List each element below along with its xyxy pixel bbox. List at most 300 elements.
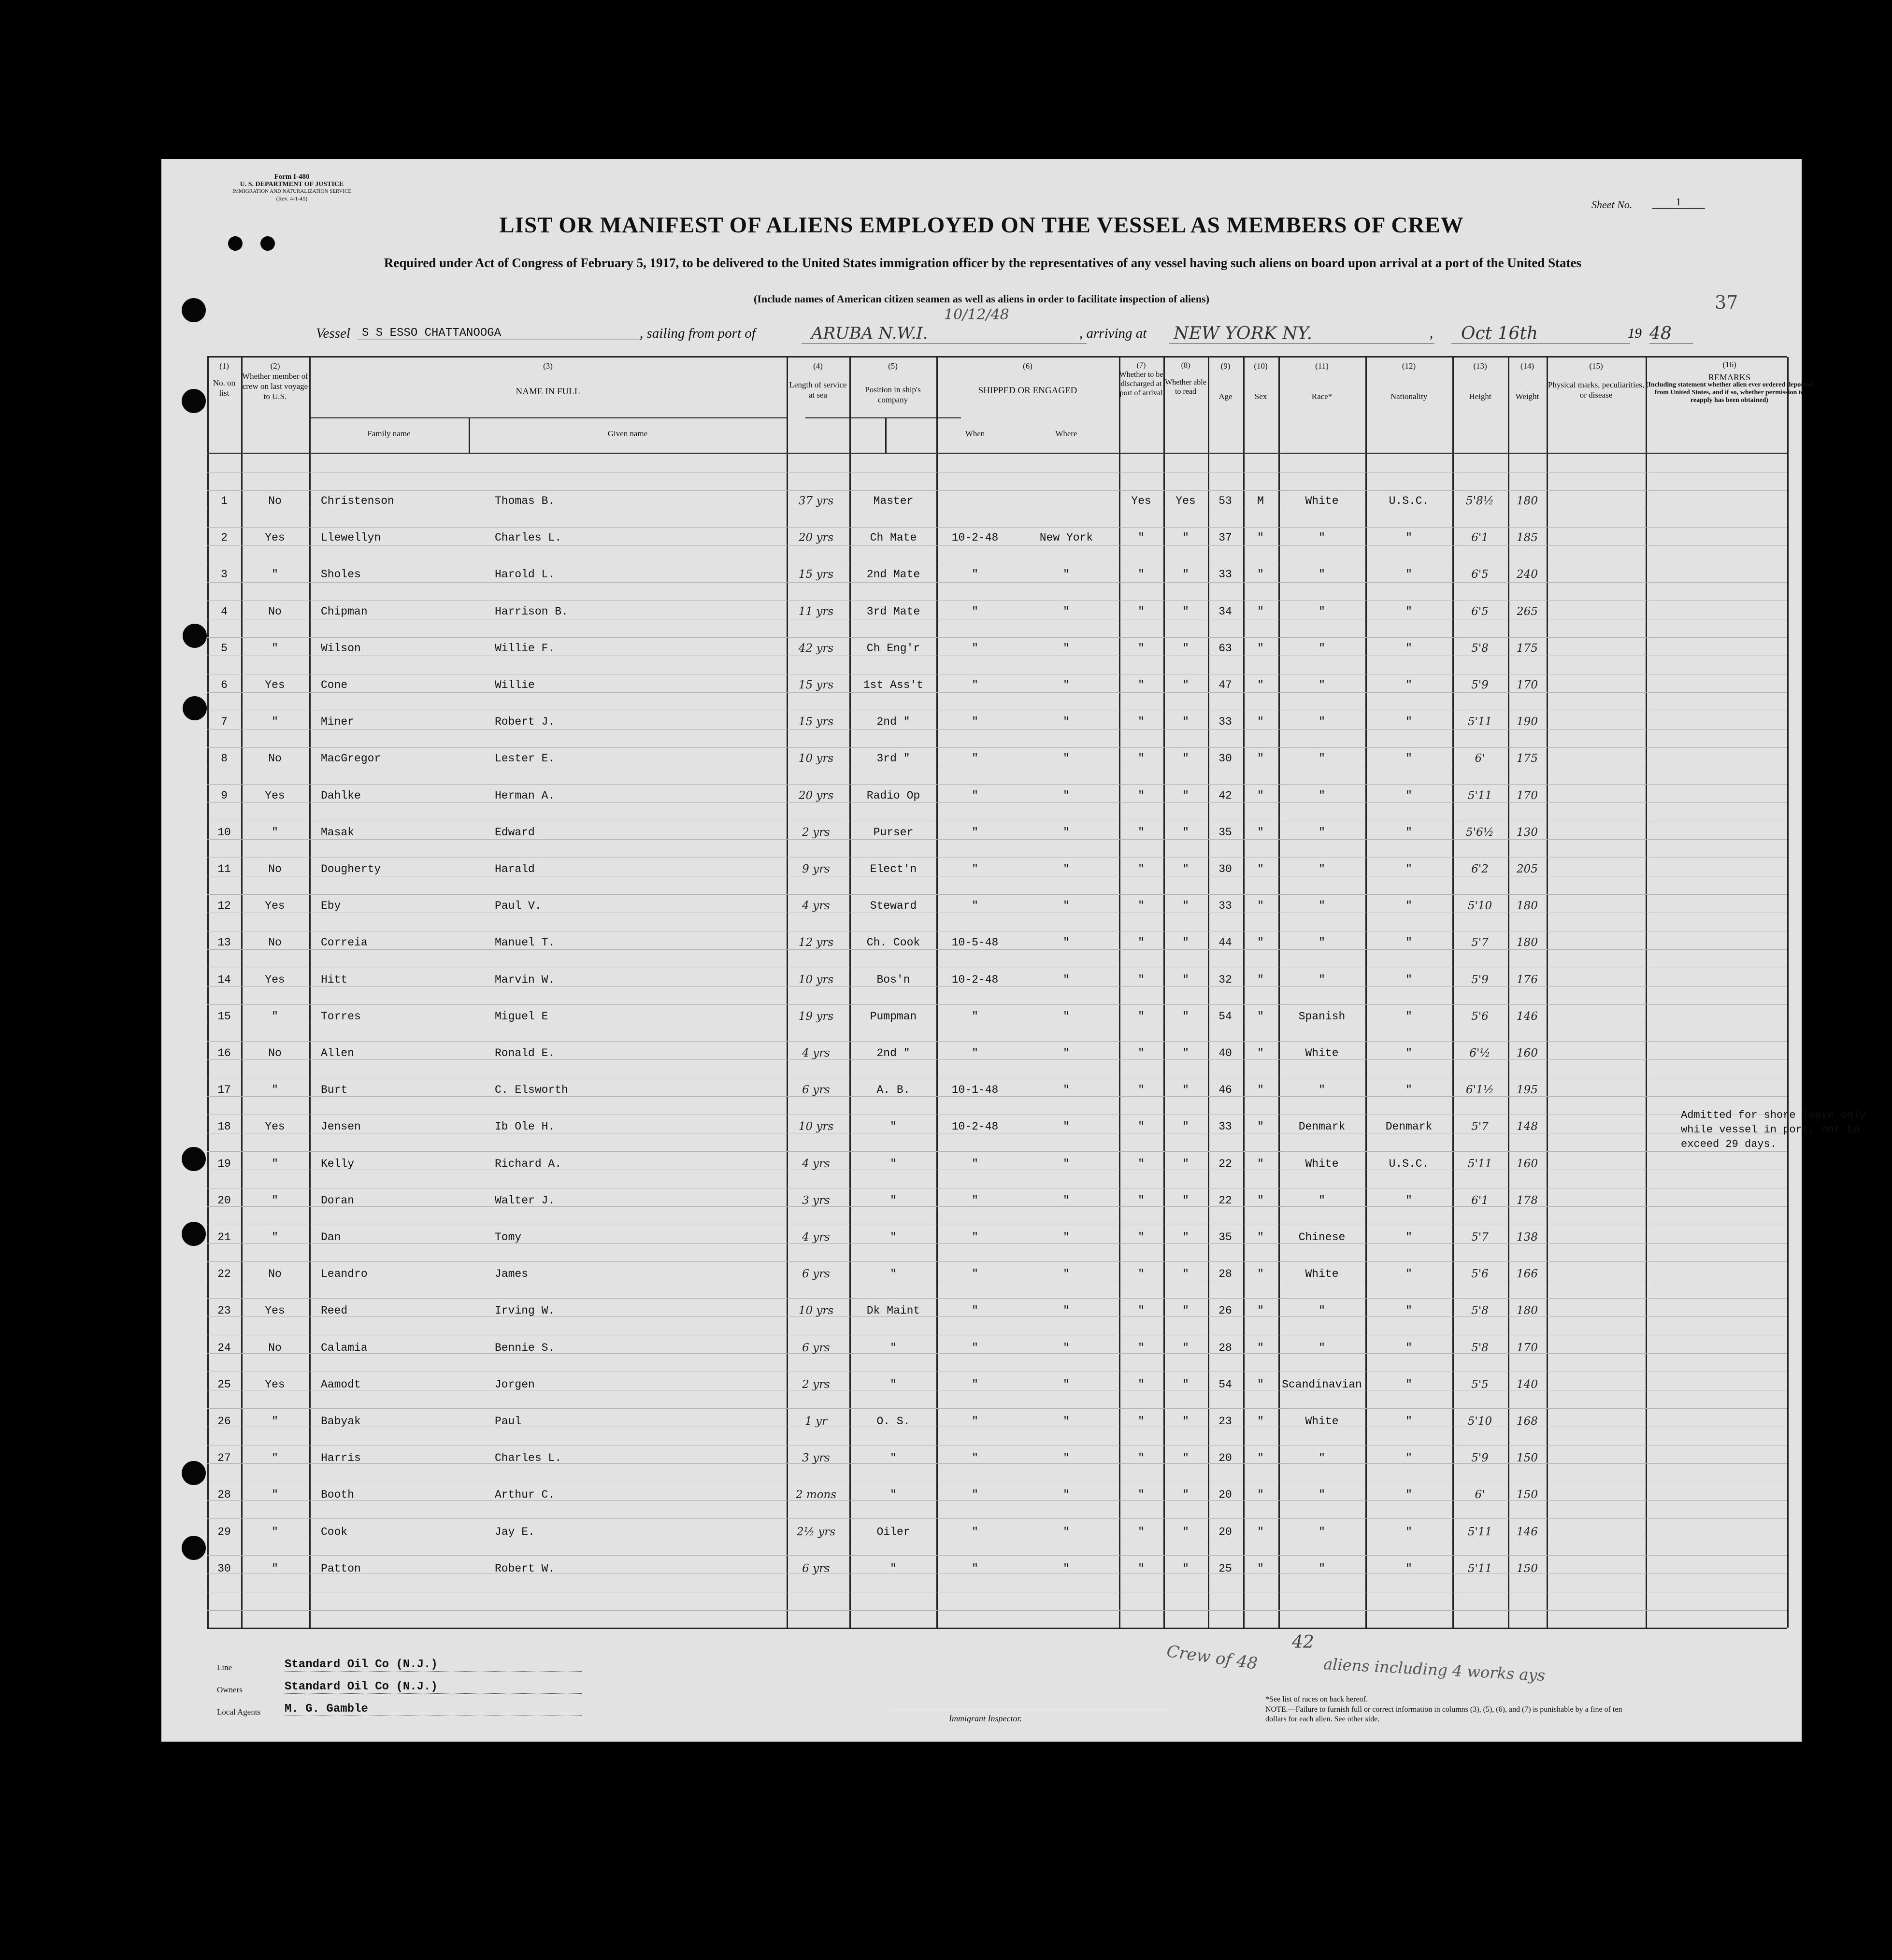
cell-race: " <box>1319 900 1325 913</box>
cell-position: 3rd Mate <box>866 605 920 618</box>
cell-position: A. B. <box>876 1084 910 1097</box>
cell-prev: Yes <box>265 1304 285 1317</box>
cell-family: Calamia <box>321 1341 368 1354</box>
table-bottom-border <box>207 1628 1787 1629</box>
cell-position: " <box>890 1268 897 1281</box>
cell-family: Wilson <box>321 642 361 655</box>
cell-prev: No <box>268 605 282 618</box>
cell-when: " <box>972 863 978 875</box>
cell-read: " <box>1182 1415 1189 1428</box>
cell-when: " <box>972 605 978 618</box>
cell-given: Ib Ole H. <box>495 1120 555 1133</box>
cell-sex: " <box>1257 1415 1264 1428</box>
cell-weight: 130 <box>1517 826 1538 839</box>
cell-where: " <box>1063 863 1070 875</box>
cell-family: Leandro <box>321 1268 368 1281</box>
cell-prev: Yes <box>265 1378 285 1391</box>
cell-when: " <box>972 1047 978 1059</box>
cell-height: 5'6 <box>1471 1268 1489 1281</box>
port-of-departure: ARUBA N.W.I. <box>802 324 1087 343</box>
col-header-discharged <box>1119 361 1163 398</box>
cell-read: " <box>1182 1304 1189 1317</box>
cell-service: 15 yrs <box>798 568 834 581</box>
table-row <box>161 642 1802 661</box>
ruled-line <box>207 747 1787 748</box>
cell-no: 21 <box>217 1231 231 1244</box>
cell-family: Cook <box>321 1525 348 1538</box>
cell-prev: Yes <box>265 1120 285 1133</box>
year-prefix: 19 <box>1628 326 1642 341</box>
cell-prev: Yes <box>265 973 285 986</box>
col-header-race <box>1278 361 1365 401</box>
cell-read: " <box>1182 1488 1189 1502</box>
cell-no: 28 <box>217 1488 231 1502</box>
cell-height: 5'5 <box>1471 1378 1489 1391</box>
cell-when: " <box>972 568 978 581</box>
cell-where: " <box>1063 973 1070 986</box>
cell-no: 26 <box>217 1415 231 1428</box>
cell-prev: " <box>272 1231 278 1244</box>
cell-position: 2nd Mate <box>866 568 920 581</box>
cell-read: " <box>1182 789 1189 802</box>
cell-service: 3 yrs <box>802 1452 830 1465</box>
cell-where: " <box>1063 1268 1070 1281</box>
sailing-date: 10/12/48 <box>944 306 1009 323</box>
cell-sex: " <box>1257 531 1264 544</box>
cell-race: " <box>1319 1562 1325 1575</box>
table-row <box>161 605 1802 625</box>
penalty-note: NOTE.—Failure to furnish full or correct information in columns (3), (5), (6), and (7) is punishable by a fine of ten dollars for each alien. See other side. <box>1265 1705 1622 1723</box>
cell-read: " <box>1182 1452 1189 1465</box>
cell-age: 46 <box>1218 1084 1232 1097</box>
cell-family: Aamodt <box>321 1378 361 1391</box>
page-stamp: 37 <box>1715 292 1738 313</box>
cell-no: 1 <box>221 495 228 507</box>
cell-given: Bennie S. <box>495 1341 555 1354</box>
cell-height: 6'1 <box>1471 531 1489 544</box>
cell-family: Dougherty <box>321 863 381 875</box>
cell-disch: " <box>1138 1120 1145 1133</box>
cell-prev: " <box>272 826 278 839</box>
table-row <box>161 752 1802 772</box>
cell-prev: " <box>272 1452 278 1465</box>
cell-where: " <box>1063 715 1070 729</box>
cell-no: 10 <box>217 826 231 839</box>
cell-height: 5'8 <box>1471 1341 1489 1354</box>
cell-no: 12 <box>217 900 231 913</box>
cell-position: Radio Op <box>866 789 920 802</box>
cell-disch: " <box>1138 531 1145 544</box>
cell-sex: " <box>1257 826 1264 839</box>
cell-disch: " <box>1138 1231 1145 1244</box>
cell-position: Oiler <box>876 1525 910 1538</box>
col-label: No. on list <box>213 378 236 398</box>
col-header-read <box>1163 361 1208 396</box>
cell-read: Yes <box>1175 495 1196 507</box>
cell-race: Denmark <box>1298 1120 1346 1133</box>
cell-disch: " <box>1138 1047 1145 1059</box>
form-id-block <box>229 173 355 202</box>
cell-race: White <box>1305 1415 1339 1428</box>
cell-nat: " <box>1405 826 1412 839</box>
cell-position: " <box>890 1157 897 1170</box>
cell-when: 10-2-48 <box>951 1120 999 1133</box>
cell-family: Torres <box>321 1010 361 1023</box>
line-value: Standard Oil Co (N.J.) <box>285 1658 582 1672</box>
cell-weight: 160 <box>1517 1047 1538 1059</box>
cell-weight: 178 <box>1517 1194 1538 1207</box>
col-label: SHIPPED OR ENGAGED <box>978 386 1077 396</box>
cell-when: 10-5-48 <box>951 936 999 949</box>
cell-weight: 150 <box>1517 1562 1538 1575</box>
cell-position: Bos'n <box>876 973 910 986</box>
col-label: Physical marks, peculiarities, or disease <box>1548 380 1645 400</box>
cell-family: Eby <box>321 900 341 913</box>
cell-where: " <box>1063 1488 1070 1502</box>
cell-age: 54 <box>1218 1010 1232 1023</box>
cell-nat: U.S.C. <box>1389 495 1429 507</box>
col-number: (1) <box>219 361 229 371</box>
col-number: (14) <box>1520 361 1534 371</box>
cell-read: " <box>1182 752 1189 765</box>
cell-race: Chinese <box>1298 1231 1346 1244</box>
table-row <box>161 1194 1802 1214</box>
cell-race: Spanish <box>1298 1010 1346 1023</box>
cell-prev: No <box>268 495 282 507</box>
cell-service: 6 yrs <box>802 1268 830 1281</box>
cell-service: 6 yrs <box>802 1562 830 1575</box>
punch-hole <box>228 236 243 251</box>
col-number: (3) <box>543 361 553 371</box>
cell-nat: " <box>1405 863 1412 875</box>
cell-disch: " <box>1138 715 1145 729</box>
cell-no: 27 <box>217 1452 231 1465</box>
cell-given: Miguel E <box>495 1010 548 1023</box>
cell-no: 20 <box>217 1194 231 1207</box>
cell-no: 11 <box>217 863 231 875</box>
cell-read: " <box>1182 1010 1189 1023</box>
cell-when: 10-2-48 <box>951 973 999 986</box>
cell-age: 35 <box>1218 826 1232 839</box>
cell-disch: " <box>1138 936 1145 949</box>
cell-height: 5'11 <box>1467 789 1492 802</box>
cell-age: 37 <box>1218 531 1232 544</box>
cell-nat: " <box>1405 973 1412 986</box>
cell-height: 5'7 <box>1471 936 1489 949</box>
cell-position: " <box>890 1488 897 1502</box>
cell-read: " <box>1182 973 1189 986</box>
cell-when: " <box>972 826 978 839</box>
cell-position: " <box>890 1194 897 1207</box>
cell-given: Thomas B. <box>495 495 555 507</box>
col-header-remarks <box>1646 361 1813 404</box>
cell-weight: 180 <box>1517 900 1538 913</box>
cell-prev: " <box>272 1194 278 1207</box>
cell-race: " <box>1319 1084 1325 1097</box>
cell-height: 6'1½ <box>1466 1084 1494 1097</box>
cell-age: 20 <box>1218 1488 1232 1502</box>
cell-race: " <box>1319 1525 1325 1538</box>
cell-age: 30 <box>1218 863 1232 875</box>
ruled-line <box>207 1261 1787 1262</box>
shipped-split-divider <box>885 418 887 454</box>
cell-no: 25 <box>217 1378 231 1391</box>
cell-where: " <box>1063 752 1070 765</box>
cell-age: 22 <box>1218 1157 1232 1170</box>
cell-family: MacGregor <box>321 752 381 765</box>
col-header-weight <box>1508 361 1547 401</box>
cell-given: Arthur C. <box>495 1488 555 1502</box>
cell-when: " <box>972 1157 978 1170</box>
page-title: LIST OR MANIFEST OF ALIENS EMPLOYED ON THE VESSEL AS MEMBERS OF CREW <box>499 213 1464 238</box>
cell-position: Ch Mate <box>870 531 917 544</box>
cell-when: " <box>972 1268 978 1281</box>
cell-sex: " <box>1257 1341 1264 1354</box>
cell-where: " <box>1063 1452 1070 1465</box>
cell-weight: 205 <box>1517 863 1538 875</box>
sailing-label: , sailing from port of <box>640 326 756 341</box>
arrival-year: 48 <box>1649 324 1693 344</box>
cell-family: Allen <box>321 1047 355 1059</box>
cell-nat: " <box>1405 1047 1412 1059</box>
cell-no: 2 <box>221 531 228 544</box>
cell-when: 10-2-48 <box>951 531 999 544</box>
cell-prev: " <box>272 1488 278 1502</box>
cell-family: Reed <box>321 1304 348 1317</box>
cell-disch: " <box>1138 1488 1145 1502</box>
cell-family: Booth <box>321 1488 355 1502</box>
cell-service: 12 yrs <box>798 936 834 949</box>
cell-nat: " <box>1405 605 1412 618</box>
cell-disch: " <box>1138 789 1145 802</box>
table-row <box>161 568 1802 587</box>
ruled-line <box>207 1151 1787 1152</box>
cell-sex: " <box>1257 642 1264 655</box>
cell-weight: 170 <box>1517 679 1538 691</box>
cell-where: " <box>1063 1084 1070 1097</box>
ruled-line <box>207 637 1787 638</box>
cell-service: 19 yrs <box>798 1010 834 1023</box>
cell-nat: " <box>1405 1010 1412 1023</box>
cell-given: Charles L. <box>495 1452 562 1465</box>
cell-age: 33 <box>1218 568 1232 581</box>
cell-sex: " <box>1257 900 1264 913</box>
cell-prev: " <box>272 1415 278 1428</box>
cell-sex: " <box>1257 1525 1264 1538</box>
cell-nat: " <box>1405 568 1412 581</box>
cell-no: 23 <box>217 1304 231 1317</box>
col-number: (6) <box>1023 361 1032 371</box>
cell-sex: " <box>1257 789 1264 802</box>
cell-given: Robert J. <box>495 715 555 729</box>
form-revision: (Rev. 4-1-45) <box>276 195 308 202</box>
cell-where: " <box>1063 1194 1070 1207</box>
col-label: NAME IN FULL <box>516 386 580 397</box>
cell-age: 25 <box>1218 1562 1232 1575</box>
col-header-where: Where <box>1055 429 1077 438</box>
cell-service: 9 yrs <box>802 863 830 875</box>
cell-sex: " <box>1257 1488 1264 1502</box>
cell-nat: " <box>1405 789 1412 802</box>
cell-no: 19 <box>217 1157 231 1170</box>
cell-position: " <box>890 1231 897 1244</box>
cell-height: 5'9 <box>1471 973 1489 986</box>
cell-age: 40 <box>1218 1047 1232 1059</box>
cell-service: 4 yrs <box>802 1231 830 1244</box>
table-row <box>161 1120 1802 1140</box>
vessel-name: S S ESSO CHATTANOOGA <box>357 327 642 340</box>
col-number: (9) <box>1220 361 1231 371</box>
cell-disch: " <box>1138 568 1145 581</box>
cell-prev: " <box>272 1010 278 1023</box>
cell-sex: " <box>1257 605 1264 618</box>
cell-height: 5'9 <box>1471 1452 1489 1465</box>
voyage-line <box>316 306 1698 345</box>
col-sublabel: (Including statement whether alien ever ordered deported from United States, and if so, whether permission to reapply has been obtained) <box>1646 381 1813 404</box>
cell-height: 5'7 <box>1471 1120 1489 1133</box>
cell-race: " <box>1319 789 1325 802</box>
cell-read: " <box>1182 900 1189 913</box>
cell-read: " <box>1182 1268 1189 1281</box>
cell-sex: " <box>1257 1120 1264 1133</box>
col-header-when: When <box>965 429 985 438</box>
cell-position: 2nd " <box>876 1047 910 1059</box>
col-header-nationality <box>1365 361 1452 401</box>
cell-read: " <box>1182 642 1189 655</box>
cell-race: " <box>1319 1304 1325 1317</box>
cell-where: " <box>1063 1378 1070 1391</box>
cell-height: 5'8 <box>1471 1304 1489 1317</box>
cell-when: " <box>972 679 978 691</box>
cell-no: 3 <box>221 568 228 581</box>
shipped-subheader-rule <box>805 417 961 418</box>
cell-given: Harold L. <box>495 568 555 581</box>
cell-read: " <box>1182 936 1189 949</box>
name-subheader-rule <box>309 417 787 418</box>
cell-age: 28 <box>1218 1268 1232 1281</box>
cell-position: O. S. <box>876 1415 910 1428</box>
agents-label: Local Agents <box>217 1707 261 1717</box>
cell-service: 4 yrs <box>802 900 830 913</box>
cell-position: Ch. Cook <box>866 936 920 949</box>
sheet-number-label: Sheet No. <box>1591 199 1633 211</box>
ruled-line <box>207 1298 1787 1299</box>
col-header-prev-voyage <box>241 361 309 401</box>
cell-sex: " <box>1257 973 1264 986</box>
cell-read: " <box>1182 1194 1189 1207</box>
col-header-height <box>1452 361 1508 401</box>
cell-nat: " <box>1405 1525 1412 1538</box>
ruled-line <box>207 894 1787 895</box>
cell-disch: " <box>1138 1562 1145 1575</box>
table-row <box>161 1342 1802 1361</box>
cell-weight: 146 <box>1517 1525 1538 1538</box>
cell-given: Robert W. <box>495 1562 555 1575</box>
cell-service: 10 yrs <box>798 973 834 986</box>
cell-nat: " <box>1405 531 1412 544</box>
punch-hole <box>260 236 275 251</box>
cell-nat: " <box>1405 1378 1412 1391</box>
cell-race: " <box>1319 605 1325 618</box>
cell-height: 6' <box>1475 752 1485 765</box>
cell-when: " <box>972 789 978 802</box>
cell-no: 13 <box>217 936 231 949</box>
cell-age: 33 <box>1218 715 1232 729</box>
ruled-line <box>207 490 1787 491</box>
service-name: IMMIGRATION AND NATURALIZATION SERVICE <box>232 188 352 194</box>
cell-where: " <box>1063 936 1070 949</box>
cell-age: 35 <box>1218 1231 1232 1244</box>
col-header-sex <box>1243 361 1278 401</box>
cell-where: " <box>1063 1010 1070 1023</box>
cell-age: 33 <box>1218 900 1232 913</box>
cell-age: 42 <box>1218 789 1232 802</box>
cell-family: Miner <box>321 715 355 729</box>
cell-no: 7 <box>221 715 228 729</box>
cell-family: Dan <box>321 1231 341 1244</box>
cell-race: " <box>1319 752 1325 765</box>
cell-when: " <box>972 1378 978 1391</box>
arriving-label: , arriving at <box>1079 326 1147 341</box>
table-row <box>161 1268 1802 1287</box>
col-number: (16) <box>1722 360 1736 369</box>
cell-position: 1st Ass't <box>863 679 924 691</box>
cell-given: Herman A. <box>495 789 555 802</box>
cell-no: 18 <box>217 1120 231 1133</box>
cell-where: " <box>1063 605 1070 618</box>
col-number: (15) <box>1589 361 1603 371</box>
arrival-date: Oct 16th <box>1451 324 1630 344</box>
cell-nat: " <box>1405 679 1412 691</box>
cell-given: Paul <box>495 1415 522 1428</box>
cell-no: 30 <box>217 1562 231 1575</box>
table-row <box>161 1378 1802 1398</box>
cell-service: 20 yrs <box>798 789 834 802</box>
cell-sex: " <box>1257 863 1264 875</box>
cell-disch: " <box>1138 1378 1145 1391</box>
cell-given: Harrison B. <box>495 605 568 618</box>
cell-where: " <box>1063 568 1070 581</box>
cell-sex: M <box>1257 495 1264 507</box>
col-number: (12) <box>1402 361 1416 371</box>
cell-weight: 170 <box>1517 1341 1538 1354</box>
cell-nat: " <box>1405 1194 1412 1207</box>
cell-where: " <box>1063 1341 1070 1354</box>
cell-age: 20 <box>1218 1525 1232 1538</box>
cell-weight: 240 <box>1517 568 1538 581</box>
cell-service: 20 yrs <box>798 531 834 544</box>
cell-service: 4 yrs <box>802 1047 830 1059</box>
cell-nat: " <box>1405 1084 1412 1097</box>
cell-weight: 185 <box>1517 531 1538 544</box>
cell-height: 6'5 <box>1471 568 1489 581</box>
cell-race: " <box>1319 531 1325 544</box>
cell-nat: " <box>1405 1452 1412 1465</box>
cell-position: Elect'n <box>870 863 917 875</box>
cell-disch: " <box>1138 1194 1145 1207</box>
cell-where: " <box>1063 1304 1070 1317</box>
table-row <box>161 936 1802 956</box>
cell-service: 2 mons <box>795 1488 837 1502</box>
col-number: (4) <box>813 361 823 371</box>
cell-height: 6'½ <box>1469 1047 1491 1059</box>
table-row <box>161 863 1802 882</box>
cell-age: 33 <box>1218 1120 1232 1133</box>
table-row <box>161 1158 1802 1177</box>
cell-prev: No <box>268 1268 282 1281</box>
cell-race: " <box>1319 1488 1325 1502</box>
cell-weight: 176 <box>1517 973 1538 986</box>
